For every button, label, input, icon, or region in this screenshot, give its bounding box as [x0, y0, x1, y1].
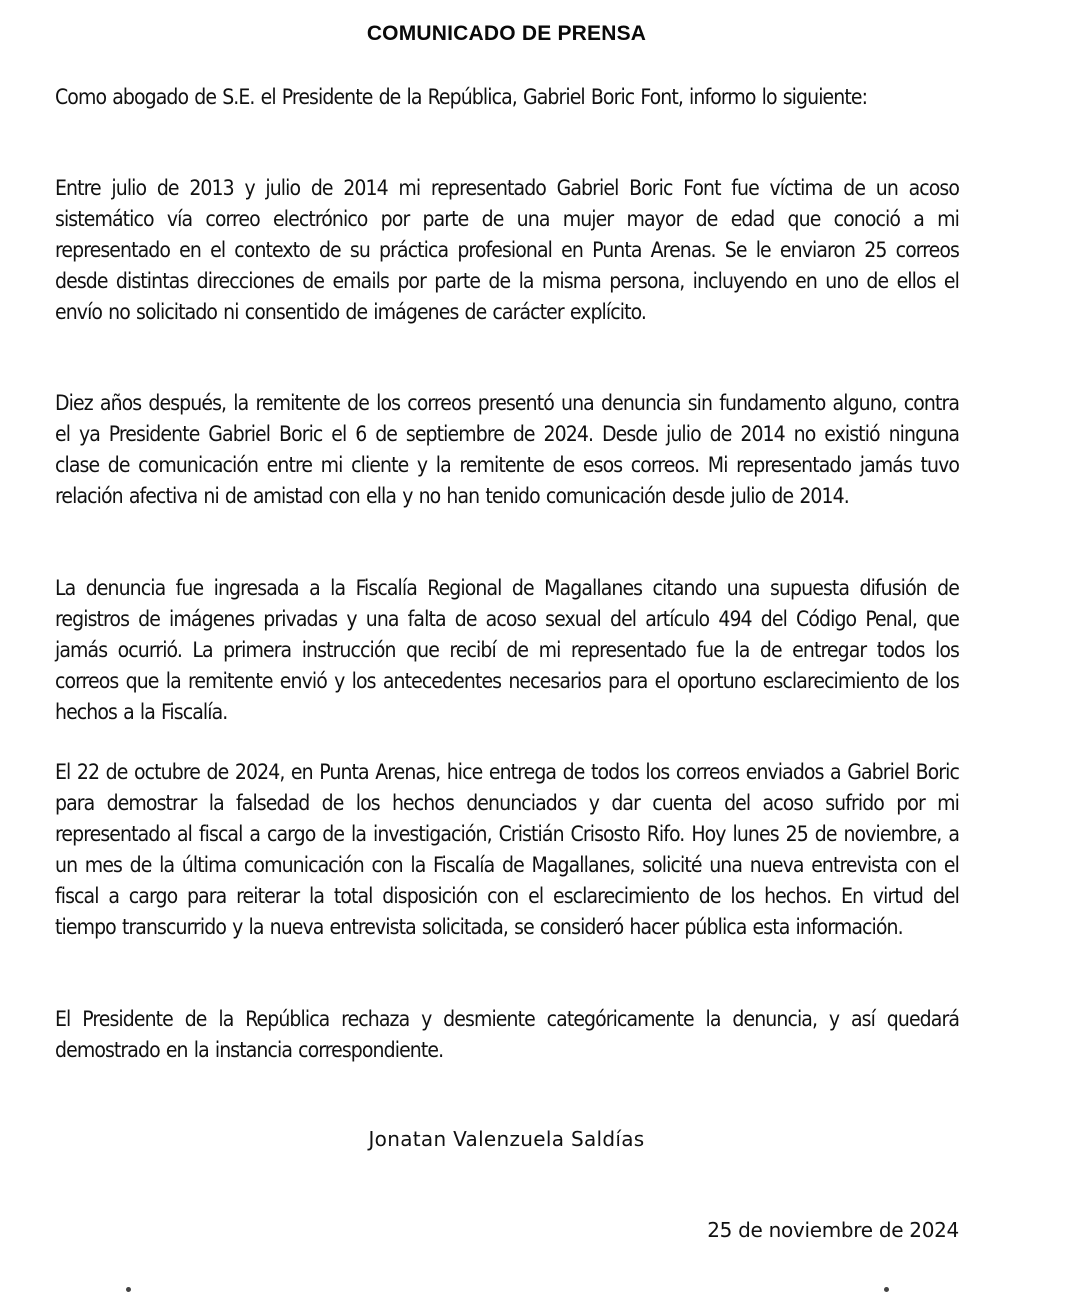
paragraph-intro — [55, 82, 959, 113]
bullet-dot-right — [884, 1287, 889, 1292]
document-date: 25 de noviembre de 2024 — [707, 1218, 959, 1242]
paragraph-text: El 22 de octubre de 2024, en Punta Arenas, hice entrega de todos los correos enviados a Gabriel Boric para demostrar la falsedad de los hechos denunciados y dar cuenta del acoso sufrido por mi representado al fiscal a cargo de la investigación, Cristián Crisosto Rifo. Hoy lunes 25 de noviembre, a un mes de la última comunicación con la Fiscalía de Magallanes, solicité una nueva entrevista con el fiscal a cargo para reiterar la total disposición con el esclarecimiento de los hechos. En virtud del tiempo transcurrido y la nueva entrevista solicitada, se consideró hacer pública esta información. — [55, 760, 959, 939]
paragraph-complaint — [55, 388, 959, 512]
paragraph-conclusion — [55, 1004, 959, 1066]
paragraph-text: La denuncia fue ingresada a la Fiscalía Regional de Magallanes citando una supuesta difusión de registros de imágenes privadas y una falta de acoso sexual del artículo 494 del Código Penal, que jamás ocurrió. La primera instrucción que recibí de mi representado fue la de entregar todos los correos que la remitente envió y los antecedentes necesarios para el oportuno esclarecimiento de los hechos a la Fiscalía. — [55, 576, 959, 724]
signature-name: Jonatan Valenzuela Saldías — [368, 1127, 645, 1151]
paragraph-text: Diez años después, la remitente de los correos presentó una denuncia sin fundamento alguno, contra el ya Presidente Gabriel Boric el 6 de septiembre de 2024. Desde julio de 2014 no existió ninguna clase de comunicación entre mi cliente y la remitente de esos correos. Mi representado jamás tuvo relación afectiva ni de amistad con ella y no han tenido comunicación desde julio de 2014. — [55, 391, 959, 508]
bullet-dot-left — [126, 1287, 131, 1292]
paragraph-delivery — [55, 757, 959, 943]
paragraph-harassment — [55, 173, 959, 328]
paragraph-text: Entre julio de 2013 y julio de 2014 mi representado Gabriel Boric Font fue víctima de un acoso sistemático vía correo electrónico por parte de una mujer mayor de edad que conoció a mi representado en el contexto de su práctica profesional en Punta Arenas. Se le enviaron 25 correos desde distintas direcciones de emails por parte de la misma persona, incluyendo en uno de ellos el envío no solicitado ni consentido de imágenes de carácter explícito. — [55, 176, 959, 324]
paragraph-text: El Presidente de la República rechaza y desmiente categóricamente la denuncia, y así quedará demostrado en la instancia correspondiente. — [55, 1007, 959, 1062]
document-title: COMUNICADO DE PRENSA — [366, 22, 647, 45]
paragraph-text: Como abogado de S.E. el Presidente de la República, Gabriel Boric Font, informo lo siguiente: — [55, 85, 868, 109]
paragraph-prosecutor — [55, 573, 959, 728]
